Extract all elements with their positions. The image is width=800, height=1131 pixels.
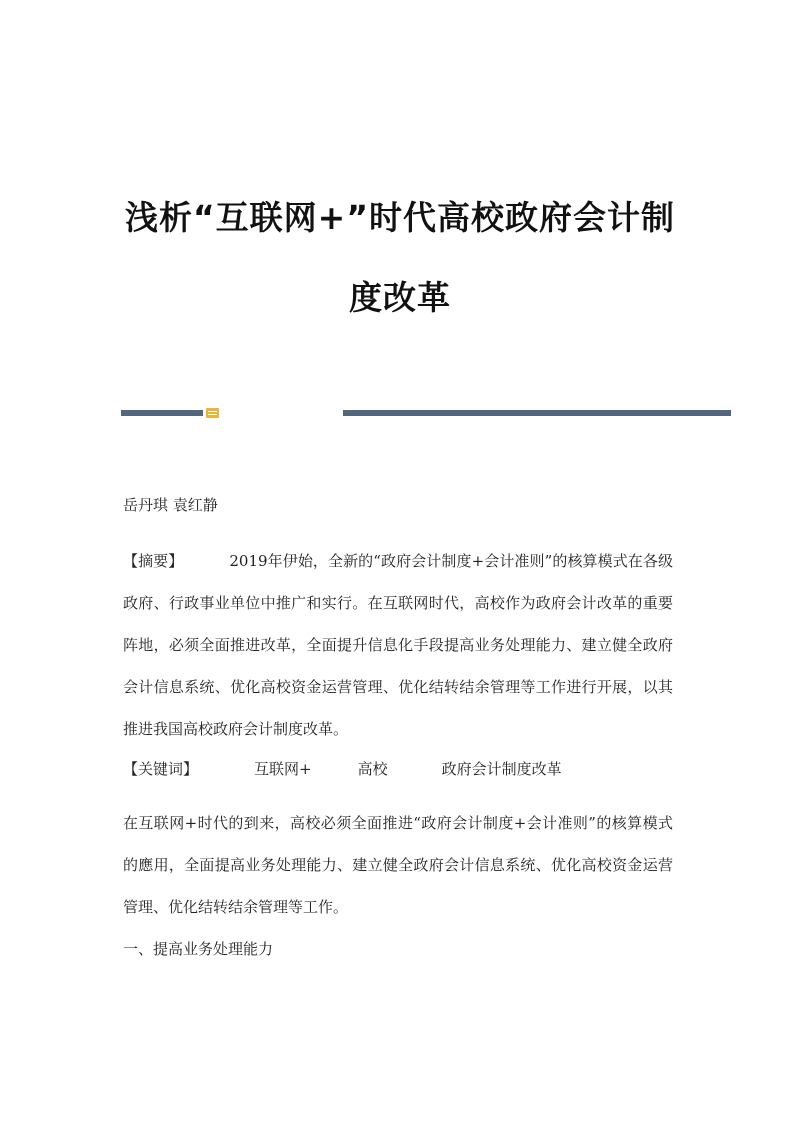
divider-bar-right: [343, 410, 731, 416]
document-icon: [206, 408, 219, 418]
abstract-text: 2019年伊始，全新的“政府会计制度+会计准则”的核算模式在各级政府、行政事业单位中推广和实行。在互联网时代，高校作为政府会计改革的重要阵地，必须全面推进改革，全面提升信息化手段提高业务处理能力、建立健全政府会计信息系统、优化高校资金运营管理、优化结转结余管理等工作进行开展，以其推进我国高校政府会计制度改革。: [123, 552, 673, 738]
page-title-line-1: 浅析“互联网+”时代高校政府会计制: [124, 198, 676, 237]
keywords: [123, 758, 673, 779]
page-title-line-2: 度改革: [349, 278, 451, 317]
keyword-1: 互联网+: [254, 760, 312, 778]
authors: 岳丹琪 袁红静: [123, 496, 218, 514]
abstract: [123, 540, 673, 750]
keyword-3: 政府会计制度改革: [441, 760, 562, 778]
section-heading: 一、提高业务处理能力: [123, 940, 274, 958]
title-divider: [121, 408, 731, 418]
abstract-label: 【摘要】: [123, 552, 184, 570]
divider-bar-left: [121, 410, 203, 416]
body-paragraph: 在互联网+时代的到来，高校必须全面推进“政府会计制度+会计准则”的核算模式的應用，全面提高业务处理能力、建立健全政府会计信息系统、优化高校资金运营管理、优化结转结余管理等工作。: [123, 814, 673, 916]
keywords-label: 【关键词】: [123, 760, 199, 778]
keyword-2: 高校: [357, 760, 388, 778]
